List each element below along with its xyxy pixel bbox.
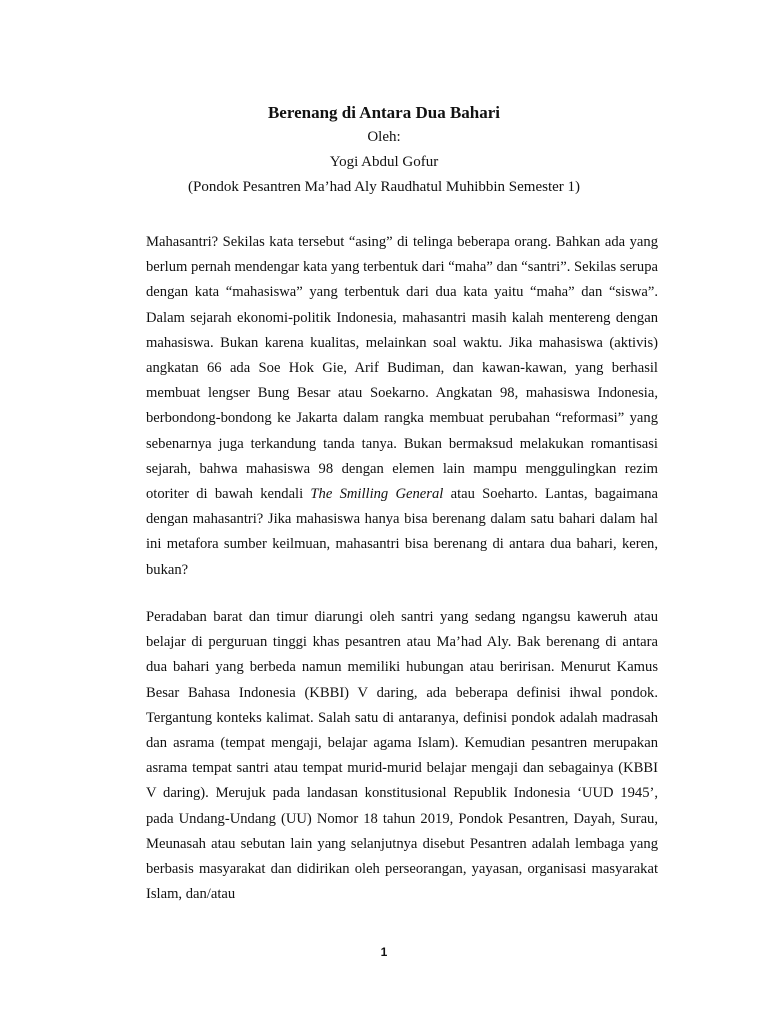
author-name: Yogi Abdul Gofur [329,154,439,170]
document-header [0,100,768,200]
paragraph-1 [146,230,658,583]
document-title: Berenang di Antara Dua Bahari [267,103,501,122]
paragraph-2: Peradaban barat dan timur diarungi oleh santri yang sedang ngangsu kaweruh atau belajar di perguruan tinggi khas pesantren atau Ma’had Aly. Bak berenang di antara dua bahari yang berbeda namun memiliki hubungan atau beririsan. Menurut Kamus Besar Bahasa Indonesia (KBBI) V daring, ada beberapa definisi ihwal pondok. Tergantung konteks kalimat. Salah satu di antaranya, definisi pondok adalah madrasah dan asrama (tempat mengaji, belajar agama Islam). Kemudian pesantren merupakan asrama tempat santri atau tempat murid-murid belajar mengaji dan sebagainya (KBBI V daring). Merujuk pada landasan konstitusional Republik Indonesia ‘UUD 1945’, pada Undang-Undang (UU) Nomor 18 tahun 2019, Pondok Pesantren, Dayah, Surau, Meunasah atau sebutan lain yang selanjutnya disebut Pesantren adalah lembaga yang berbasis masyarakat dan didirikan oleh perseorangan, yayasan, organisasi masyarakat Islam, dan/atau [146,609,658,903]
paragraph-1-text-a: Mahasantri? Sekilas kata tersebut “asing” di telinga beberapa orang. Bahkan ada yang berlum pernah mendengar kata yang terbentuk dari “maha” dan “santri”. Sekilas serupa dengan kata “mahasiswa” yang terbentuk dari dua kata yaitu “maha” dan “siswa”. Dalam sejarah ekonomi-politik Indonesia, mahasantri masih kalah mentereng dengan mahasiswa. Bukan karena kualitas, melainkan soal waktu. Jika mahasiswa (aktivis) angkatan 66 ada Soe Hok Gie, Arif Budiman, dan kawan-kawan, yang berhasil membuat lengser Bung Besar atau Soekarno. Angkatan 98, mahasiswa Indonesia, berbondong-bondong ke Jakarta dalam rangka membuat perubahan “reformasi” yang sebenarnya juga terkandung tanda tanya. Bukan bermaksud melakukan romantisasi sejarah, bahwa mahasiswa 98 dengan elemen lain mampu menggulingkan rezim otoriter di bawah kendali [146,234,658,503]
by-label: Oleh: [367,129,401,145]
author-affiliation: (Pondok Pesantren Ma’had Aly Raudhatul Muhibbin Semester 1) [187,179,581,195]
paragraph-1-text-b: atau Soeharto. Lantas, bagaimana dengan mahasantri? Jika mahasiswa hanya bisa berenang dalam satu bahari dalam hal ini metafora sumber keilmuan, mahasantri bisa berenang di antara dua bahari, keren, bukan? [146,486,658,578]
page-number: 1 [380,945,388,959]
paragraph-1-italic-term: The Smilling General [310,486,444,503]
